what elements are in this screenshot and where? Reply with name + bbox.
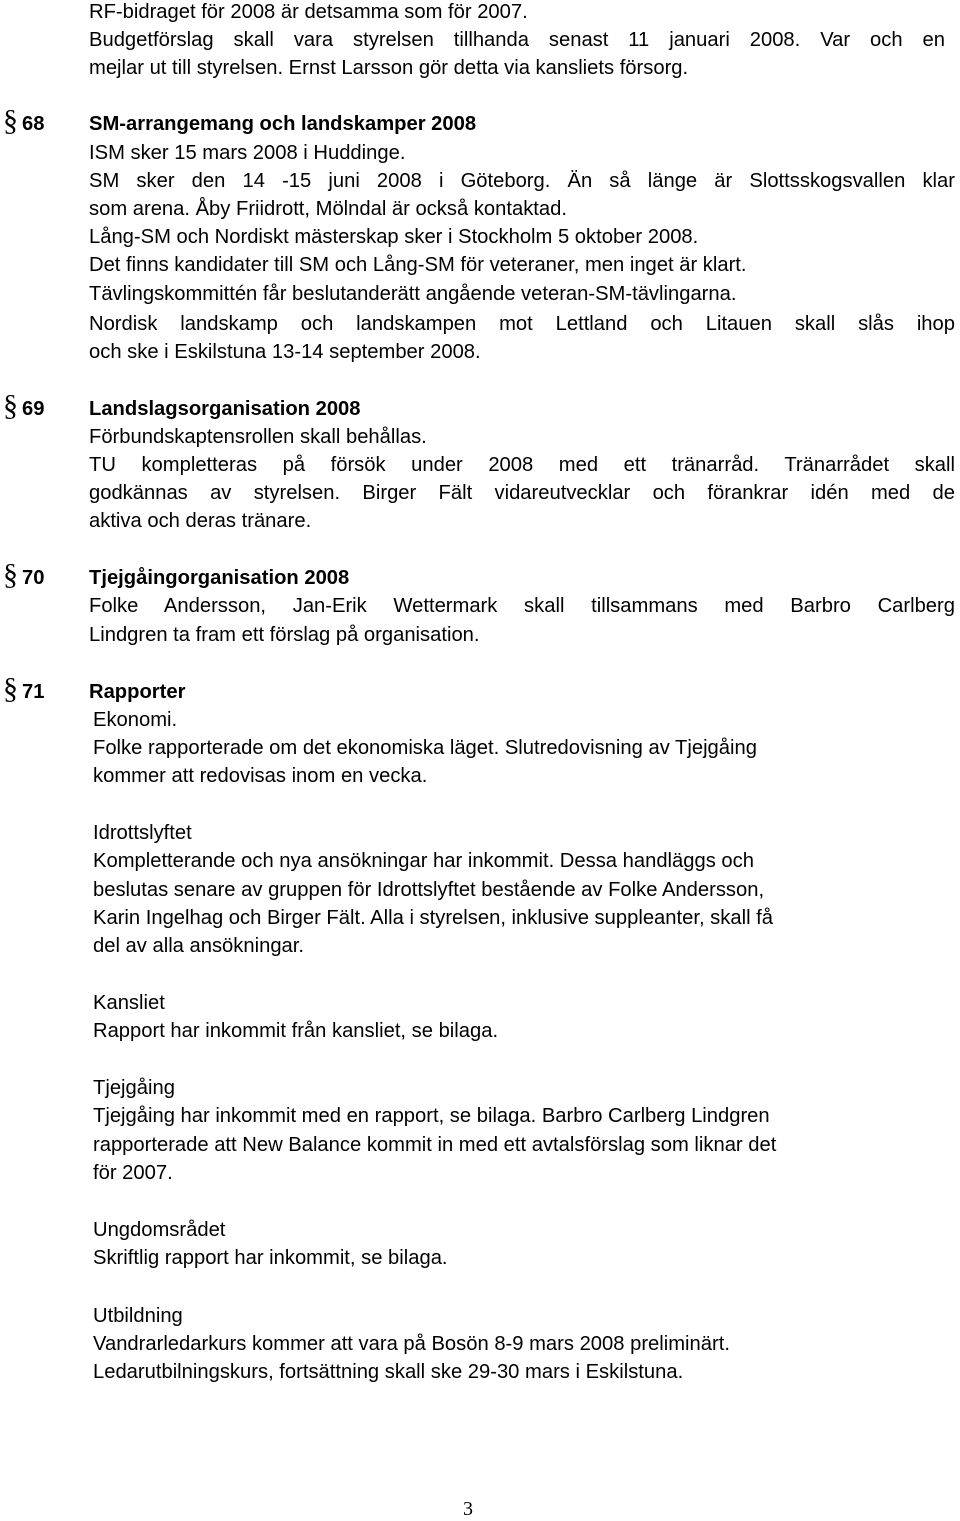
section-line: godkännas av styrelsen. Birger Fält vidareutvecklar och förankrar idén med de [89,482,955,504]
subsection-heading: Kansliet [93,992,165,1014]
subsection-heading: Idrottslyftet [93,822,192,844]
subsection-heading: Tjejgåing [93,1077,175,1099]
subsection-line: Kompletterande och nya ansökningar har inkommit. Dessa handläggs och [93,850,754,872]
section-line: Folke Andersson, Jan-Erik Wettermark skall tillsammans med Barbro Carlberg [89,595,955,617]
section-title: SM-arrangemang och landskamper 2008 [89,113,477,135]
subsection-line: Ledarutbilningskurs, fortsättning skall ske 29-30 mars i Eskilstuna. [93,1361,684,1383]
subsection-line: rapporterade att New Balance kommit in med ett avtalsförslag som liknar det [93,1134,777,1156]
intro-line: mejlar ut till styrelsen. Ernst Larsson gör detta via kansliets försorg. [89,57,689,79]
page-number: 3 [463,1498,473,1520]
section-line: TU kompletteras på försök under 2008 med ett tränarråd. Tränarrådet skall [89,454,955,476]
subsection-line: Folke rapporterade om det ekonomiska läget. Slutredovisning av Tjejgåing [93,737,757,759]
section-line: Förbundskaptensrollen skall behållas. [89,426,427,448]
subsection-line: Karin Ingelhag och Birger Fält. Alla i styrelsen, inklusive suppleanter, skall få [93,907,773,929]
subsection-line: beslutas senare av gruppen för Idrottslyftet bestående av Folke Andersson, [93,879,765,901]
section-line: ISM sker 15 mars 2008 i Huddinge. [89,142,406,164]
subsection-line: del av alla ansökningar. [93,935,304,957]
section-line: Tävlingskommittén får beslutanderätt angående veteran-SM-tävlingarna. [89,283,737,305]
section-symbol: § [3,558,18,591]
section-line: Det finns kandidater till SM och Lång-SM för veteraner, men inget är klart. [89,254,747,276]
section-symbol: § [3,672,18,705]
subsection-heading: Ungdomsrådet [93,1219,226,1241]
subsection-line: Skriftlig rapport har inkommit, se bilaga. [93,1247,448,1269]
section-line: Lindgren ta fram ett förslag på organisation. [89,624,480,646]
section-title: Landslagsorganisation 2008 [89,398,361,420]
section-line: som arena. Åby Friidrott, Mölndal är också kontaktad. [89,198,567,220]
subsection-line: kommer att redovisas inom en vecka. [93,765,428,787]
section-line: Lång-SM och Nordiskt mästerskap sker i Stockholm 5 oktober 2008. [89,226,699,248]
intro-line: RF-bidraget för 2008 är detsamma som för 2007. [89,1,528,23]
section-title: Rapporter [89,681,186,703]
section-title: Tjejgåingorganisation 2008 [89,567,350,589]
subsection-line: Tjejgåing har inkommit med en rapport, se bilaga. Barbro Carlberg Lindgren [93,1105,770,1127]
subsection-line: Vandrarledarkurs kommer att vara på Bosön 8-9 mars 2008 preliminärt. [93,1333,730,1355]
section-line: Nordisk landskamp och landskampen mot Lettland och Litauen skall slås ihop [89,313,955,335]
section-line: SM sker den 14 -15 juni 2008 i Göteborg. Än så länge är Slottsskogsvallen klar [89,170,955,192]
subsection-heading: Utbildning [93,1305,183,1327]
subsection-line: Rapport har inkommit från kansliet, se bilaga. [93,1020,499,1042]
subsection-line: för 2007. [93,1162,173,1184]
section-number: 69 [22,398,45,420]
section-symbol: § [3,104,18,137]
section-number: 68 [22,113,45,135]
section-line: och ske i Eskilstuna 13-14 september 2008. [89,341,481,363]
section-line: aktiva och deras tränare. [89,510,312,532]
section-symbol: § [3,389,18,422]
intro-line: Budgetförslag skall vara styrelsen tillhanda senast 11 januari 2008. Var och en [89,29,945,51]
section-number: 70 [22,567,45,589]
section-number: 71 [22,681,45,703]
subsection-heading: Ekonomi. [93,709,178,731]
